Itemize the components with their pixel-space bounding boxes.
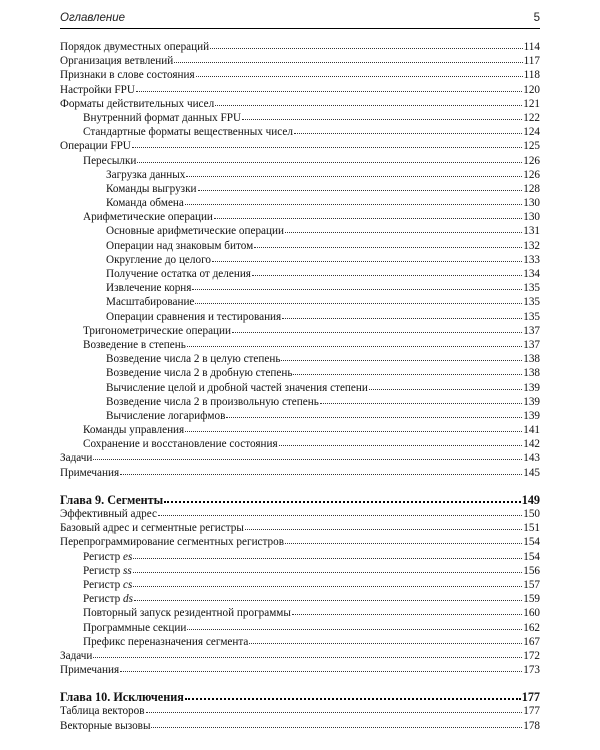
toc-entry: Операции сравнения и тестирования 135: [60, 309, 540, 323]
header-rule: [60, 28, 540, 29]
toc-entry: Пересылки 126: [60, 153, 540, 167]
toc-entry: Команды выгрузки 128: [60, 181, 540, 195]
toc-entry: Задачи 172: [60, 648, 540, 662]
toc-entry: Операции FPU 125: [60, 138, 540, 152]
toc-entry: Команды управления 141: [60, 422, 540, 436]
toc-entry: Внутренний формат данных FPU 122: [60, 110, 540, 124]
toc-entry: Организация ветвлений 117: [60, 53, 540, 67]
toc-entry: Основные арифметические операции 131: [60, 223, 540, 237]
toc-entry: Возведение числа 2 в целую степень 138: [60, 351, 540, 365]
toc-entry: Возведение числа 2 в дробную степень 138: [60, 365, 540, 379]
toc-entry: Операции над знаковым битом 132: [60, 238, 540, 252]
toc-entry: Стандартные форматы вещественных чисел 124: [60, 124, 540, 138]
toc-entry: Загрузка данных 126: [60, 167, 540, 181]
toc-entry: Примечания 173: [60, 662, 540, 676]
toc-entry: Базовый адрес и сегментные регистры 151: [60, 520, 540, 534]
toc-entry: Возведение в степень 137: [60, 337, 540, 351]
toc-entry: Масштабирование 135: [60, 294, 540, 308]
toc-entry: Таблица векторов 177: [60, 703, 540, 717]
page-number: 5: [533, 12, 540, 24]
toc-entry: Настройки FPU 120: [60, 82, 540, 96]
running-header-title: Оглавление: [60, 12, 125, 24]
toc-entry: Вычисление целой и дробной частей значения степени 139: [60, 380, 540, 394]
toc-entry: Задачи 143: [60, 450, 540, 464]
table-of-contents: [60, 39, 540, 732]
toc-entry: Команда обмена 130: [60, 195, 540, 209]
toc-entry: Извлечение корня 135: [60, 280, 540, 294]
toc-entry: Сохранение и восстановление состояния 142: [60, 436, 540, 450]
toc-entry: Тригонометрические операции 137: [60, 323, 540, 337]
toc-entry: Регистр es 154: [60, 549, 540, 563]
toc-entry: Эффективный адрес 150: [60, 506, 540, 520]
toc-entry: Программные секции 162: [60, 620, 540, 634]
toc-entry: Регистр ds 159: [60, 591, 540, 605]
toc-entry: Регистр ss 156: [60, 563, 540, 577]
toc-chapter: Глава 9. Сегменты 149: [60, 492, 540, 507]
toc-entry: Векторные вызовы 178: [60, 718, 540, 732]
toc-entry: Вычисление логарифмов 139: [60, 408, 540, 422]
toc-entry: Форматы действительных чисел 121: [60, 96, 540, 110]
toc-entry: Арифметические операции 130: [60, 209, 540, 223]
toc-entry: Признаки в слове состояния 118: [60, 67, 540, 81]
toc-entry: Примечания 145: [60, 465, 540, 479]
toc-entry: Префикс переназначения сегмента 167: [60, 634, 540, 648]
toc-entry: Повторный запуск резидентной программы 160: [60, 605, 540, 619]
toc-entry: Порядок двуместных операций 114: [60, 39, 540, 53]
toc-chapter: Глава 10. Исключения 177: [60, 690, 540, 705]
toc-entry: Перепрограммирование сегментных регистров 154: [60, 534, 540, 548]
toc-entry: Получение остатка от деления 134: [60, 266, 540, 280]
running-header: [60, 11, 540, 29]
toc-entry: Регистр cs 157: [60, 577, 540, 591]
toc-entry: Округление до целого 133: [60, 252, 540, 266]
toc-entry: Возведение числа 2 в произвольную степень 139: [60, 394, 540, 408]
